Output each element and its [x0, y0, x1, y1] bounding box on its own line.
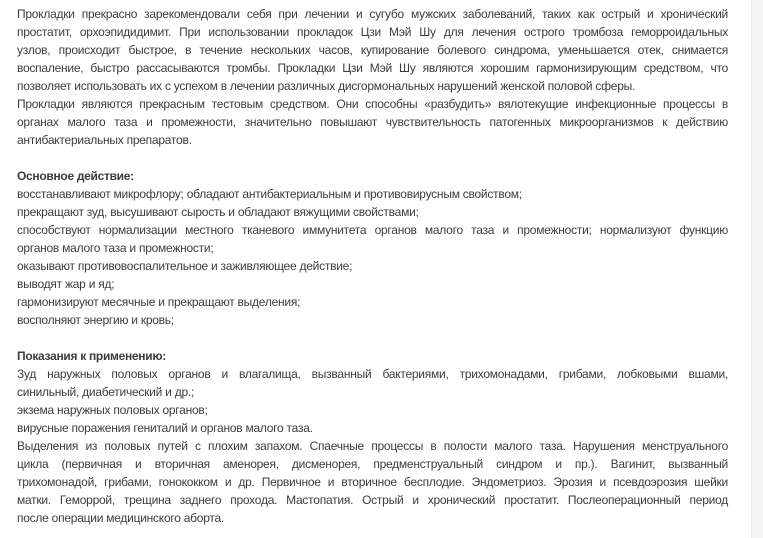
article-body [17, 5, 728, 527]
indications-section [17, 347, 728, 527]
list-item: восполняют энергию и кровь; [17, 313, 174, 327]
text-line: воспаление, быстро рассасываются тромбы. Прокладки Цзи Мэй Шу являются хорошим гармонизирующим средством, что [17, 61, 728, 75]
list-item: гармонизируют месячные и прекращают выделения; [17, 295, 301, 309]
intro-paragraph-2 [17, 95, 728, 149]
text-line: узлов, происходит быстрое, в течение нескольких часов, купирование болевого синдрома, уменьшается отек, снимается [17, 43, 728, 57]
list-item: синильный, диабетический и др.; [17, 385, 195, 399]
section-heading: Показания к применению: [17, 349, 166, 363]
list-item: Выделения из половых путей с плохим запахом. Спаечные процессы в полости малого таза. Нарушения менструального [17, 439, 728, 453]
list-item: восстанавливают микрофлору; обладают антибактериальным и противовирусным свойством; [17, 187, 522, 201]
section-heading: Основное действие: [17, 169, 134, 183]
list-item: после операции медицинского аборта. [17, 511, 224, 525]
text-line: позволяет использовать их с успехом в лечении различных дисгормональных нарушений женской половой сферы. [17, 79, 636, 93]
list-item: органов малого таза и промежности; [17, 241, 214, 255]
list-item: выводят жар и яд; [17, 277, 115, 291]
list-item: способствуют нормализации местного тканевого иммунитета органов малого таза и промежности; нормализуют функцию [17, 223, 728, 237]
intro-paragraph-1 [17, 5, 728, 95]
list-item: экзема наружных половых органов; [17, 403, 208, 417]
text-line: Прокладки являются прекрасным тестовым средством. Они способны «разбудить» вялотекущие инфекционные процессы в [17, 97, 728, 111]
list-item: трихомонадой, грибами, гонококком и др. Первичное и вторичное бесплодие. Эндометриоз. Эрозия и псевдоэрозия шейки [17, 475, 728, 489]
list-item: прекращают зуд, высушивают сырость и обладают вяжущими свойствами; [17, 205, 419, 219]
text-line: антибактериальных препаратов. [17, 133, 192, 147]
list-item: Зуд наружных половых органов и влагалища, вызванный бактериями, трихомонадами, грибами, лобковыми вшами, [17, 367, 728, 381]
list-item: цикла (первичная и вторичная аменорея, дисменорея, предменструальный синдром и пр.). Вагинит, вызванный [17, 457, 728, 471]
text-line: органах малого таза и промежности, значительно повышают чувствительность патогенных микроорганизмов к действию [17, 115, 728, 129]
list-item: матки. Геморрой, трещина заднего прохода. Мастопатия. Острый и хронический простатит. Послеоперационный период [17, 493, 728, 507]
main-action-section [17, 167, 728, 329]
page-side-strip [751, 0, 763, 538]
text-line: Прокладки прекрасно зарекомендовали себя при лечении и сугубо мужских заболеваний, таких как острый и хронический [17, 7, 728, 21]
text-line: простатит, орхоэпидидимит. При использовании прокладок Цзи Мэй Шу для лечения острого тромбоза геморроидальных [17, 25, 728, 39]
list-item: вирусные поражения гениталий и органов малого таза. [17, 421, 313, 435]
list-item: оказывают противовоспалительное и заживляющее действие; [17, 259, 353, 273]
